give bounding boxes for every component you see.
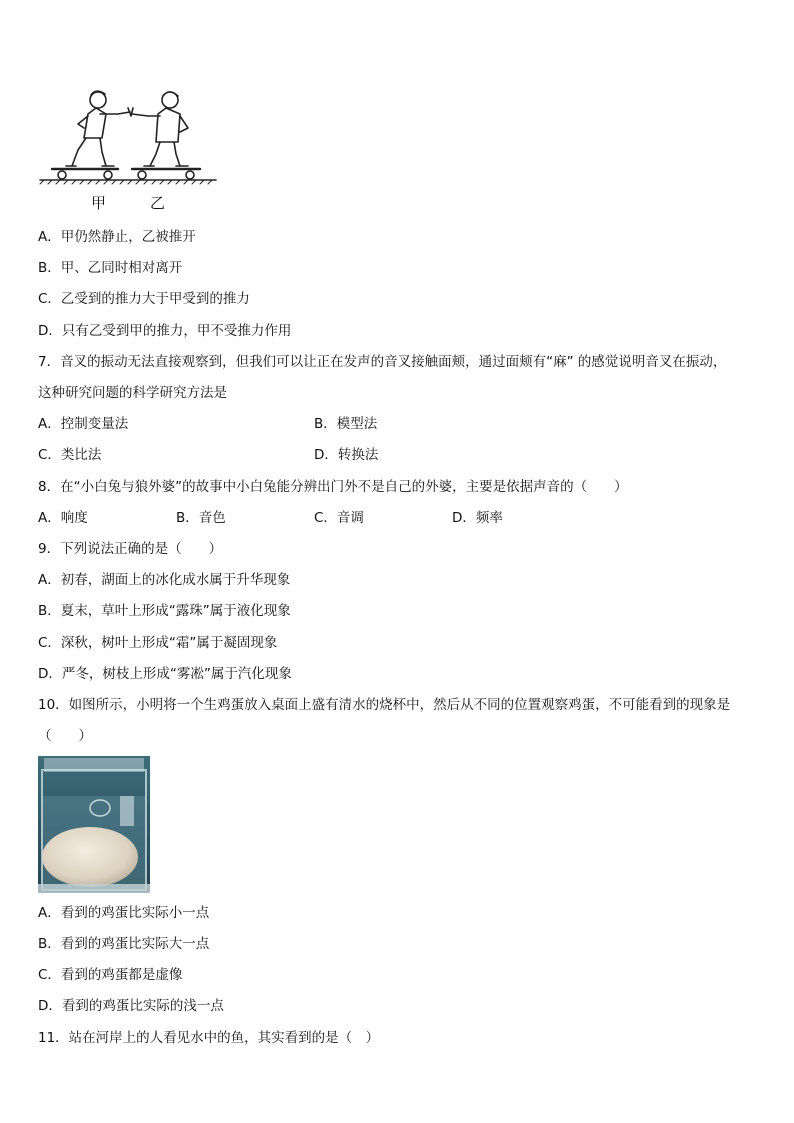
q9-stem: 9．下列说法正确的是（ ） [38, 541, 223, 557]
q6-option-a: A．甲仍然静止，乙被推开 [38, 229, 196, 245]
q10-option-b: B．看到的鸡蛋比实际大一点 [38, 936, 210, 952]
q8-stem: 8．在“小白兔与狼外婆”的故事中小白兔能分辨出门外不是自己的外婆，主要是依据声音的（ ） [38, 479, 628, 495]
q10-stem-line1: 10．如图所示，小明将一个生鸡蛋放入桌面上盛有清水的烧杯中，然后从不同的位置观察鸡蛋，不可能看到的现象是 [38, 697, 731, 713]
q10-option-a: A．看到的鸡蛋比实际小一点 [38, 905, 210, 921]
q7-option-d: D．转换法 [314, 447, 379, 463]
q6-option-c: C．乙受到的推力大于甲受到的推力 [38, 291, 250, 307]
skateboarders-illustration [38, 86, 220, 190]
q7-stem-line2: 这种研究问题的科学研究方法是 [38, 385, 227, 401]
q10-option-d: D．看到的鸡蛋比实际的浅一点 [38, 998, 224, 1014]
q10-stem-line2: （ ） [38, 728, 92, 744]
egg-in-beaker-photo [38, 756, 150, 893]
q9-option-b: B．夏末，草叶上形成“露珠”属于液化现象 [38, 603, 291, 619]
figure-label-yi: 乙 [150, 194, 166, 212]
q11-stem: 11．站在河岸上的人看见水中的鱼，其实看到的是（ ） [38, 1030, 380, 1046]
q7-stem-line1: 7．音叉的振动无法直接观察到，但我们可以让正在发声的音叉接触面颊，通过面颊有“麻” 的感觉说明音叉在振动， [38, 354, 727, 370]
q10-option-c: C．看到的鸡蛋都是虚像 [38, 967, 183, 983]
q7-option-a: A．控制变量法 [38, 416, 129, 432]
q6-option-b: B．甲、乙同时相对离开 [38, 260, 183, 276]
q8-option-d: D．频率 [452, 510, 503, 526]
beaker-egg-image [38, 756, 150, 893]
q8-option-a: A．响度 [38, 510, 88, 526]
q6-option-d: D．只有乙受到甲的推力，甲不受推力作用 [38, 323, 292, 339]
q9-option-a: A．初春，湖面上的冰化成水属于升华现象 [38, 572, 291, 588]
skateboard-push-figure [38, 86, 220, 190]
q9-option-d: D．严冬，树枝上形成“雾凇”属于汽化现象 [38, 666, 292, 682]
q7-option-b: B．模型法 [314, 416, 378, 432]
q8-option-b: B．音色 [176, 510, 226, 526]
figure-label-jia: 甲 [91, 194, 107, 212]
q9-option-c: C．深秋，树叶上形成“霜”属于凝固现象 [38, 635, 278, 651]
q7-option-c: C．类比法 [38, 447, 102, 463]
q8-option-c: C．音调 [314, 510, 364, 526]
